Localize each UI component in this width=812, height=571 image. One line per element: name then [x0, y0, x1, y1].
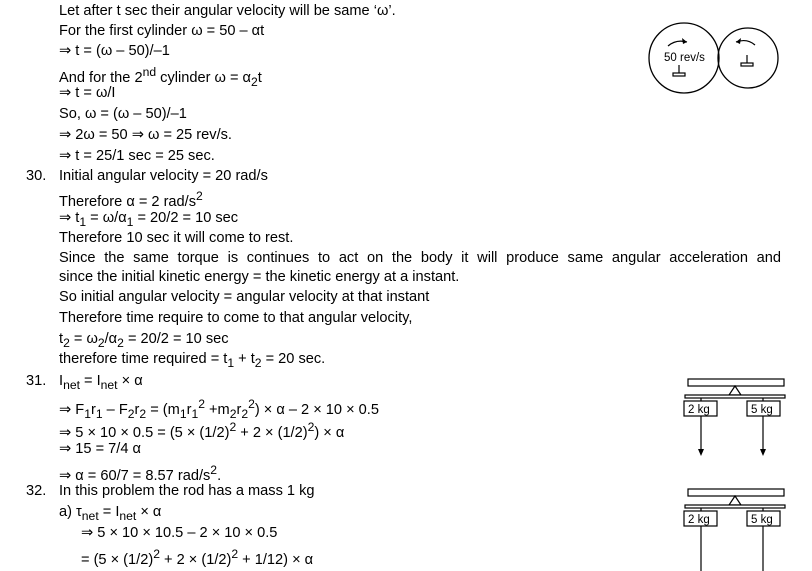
text-span: + 1/12) × α: [238, 551, 314, 568]
text-line: [59, 42, 170, 60]
text-line: [59, 418, 344, 442]
text-span: r: [236, 401, 242, 418]
subscript: 2: [229, 406, 237, 421]
text-line: [59, 2, 396, 20]
right-axle-stand-icon: [741, 55, 753, 66]
text-span: So, ω = (ω – 50)/–1: [59, 106, 187, 122]
text-span: ⇒ t = (ω – 50)/–1: [59, 43, 170, 59]
superscript: 2: [248, 397, 255, 411]
text-span: +m: [204, 401, 230, 418]
text-span: × α: [117, 373, 143, 389]
arrow-head-icon: [698, 449, 704, 456]
text-line: [59, 372, 143, 394]
text-line: [59, 84, 115, 102]
subscript: net: [81, 508, 99, 523]
text-span: + t: [234, 351, 255, 367]
text-span: + 2 × (1/2): [159, 551, 232, 568]
text-span: = ω: [69, 331, 98, 347]
text-span: = I: [79, 373, 101, 389]
text-line: [59, 309, 412, 327]
text-line: [59, 350, 325, 372]
text-span: Since the same torque is continues to act on the body it will produce same angular acceleration and: [59, 250, 781, 266]
subscript: 2: [241, 406, 249, 421]
text-span: × α: [136, 504, 162, 520]
right-mass-label: 5 kg: [751, 404, 773, 416]
text-line: [59, 105, 187, 123]
subscript: net: [63, 377, 80, 392]
text-span: For the first cylinder ω = 50 – αt: [59, 23, 265, 39]
cylinders-figure: [640, 20, 780, 96]
text-span: = (m: [146, 401, 180, 418]
text-span: So initial angular velocity = angular velocity at that instant: [59, 289, 430, 305]
subscript: 1: [227, 355, 235, 370]
text-line: [59, 126, 232, 144]
text-span: ⇒ 5 × 10 × 10.5 – 2 × 10 × 0.5: [81, 525, 278, 541]
subscript: 1: [84, 406, 91, 421]
text-line: [59, 288, 429, 306]
text-span: cylinder ω = α: [156, 69, 251, 86]
support-beam: [688, 379, 784, 386]
text-span: In this problem the rod has a mass 1 kg: [59, 483, 315, 499]
arrow-head-icon: [736, 38, 741, 44]
subscript: 2: [127, 406, 135, 421]
left-mass-label: 2 kg: [688, 404, 710, 416]
text-line: [59, 187, 203, 211]
text-span: ⇒ 5 × 10 × 0.5 = (5 × (1/2): [59, 424, 230, 441]
text-span: Therefore α = 2 rad/s: [59, 193, 197, 210]
text-span: ⇒ t = 25/1 sec = 25 sec.: [59, 148, 215, 164]
text-span: Therefore time require to come to that angular velocity,: [59, 310, 413, 326]
text-line: [81, 524, 277, 542]
text-span: ⇒ t: [59, 210, 80, 226]
text-span: ⇒ F: [59, 401, 85, 418]
text-span: since the initial kinetic energy = the kinetic energy at a instant.: [59, 269, 460, 285]
text-span: a) τ: [59, 504, 82, 520]
left-axle-stand-icon: [673, 65, 685, 76]
pivot-triangle-icon: [729, 386, 741, 395]
text-span: = 20/2 = 10 sec: [133, 210, 239, 226]
arrow-head-icon: [682, 38, 687, 44]
superscript: 2: [196, 189, 203, 203]
text-span: = ω/α: [86, 210, 127, 226]
text-span: I: [59, 373, 64, 389]
subscript: 2: [250, 74, 258, 89]
subscript: 1: [79, 214, 87, 229]
left-mass-label: 2 kg: [688, 514, 710, 526]
text-span: = 20/2 = 10 sec: [123, 331, 229, 347]
subscript: 2: [254, 355, 262, 370]
rod: [685, 505, 785, 508]
subscript: net: [119, 508, 137, 523]
text-span: /α: [104, 331, 118, 347]
subscript: 2: [63, 335, 70, 350]
text-line: [59, 330, 229, 352]
right-mass-label: 5 kg: [751, 514, 773, 526]
text-line: [59, 440, 141, 458]
text-span: = 20 sec.: [261, 351, 326, 367]
text-span: r: [186, 401, 192, 418]
text-span: r: [134, 401, 140, 418]
subscript: 1: [126, 214, 134, 229]
text-span: ⇒ α = 60/7 = 8.57 rad/s: [59, 467, 211, 484]
text-span: therefore time required = t: [59, 351, 228, 367]
text-span: = I: [98, 504, 120, 520]
problem-number: 32.: [26, 483, 47, 499]
text-span: = (5 × (1/2): [81, 551, 154, 568]
pivot-triangle-icon: [729, 496, 741, 505]
superscript: 2: [229, 420, 237, 434]
text-line: [59, 209, 238, 231]
subscript: 1: [191, 406, 199, 421]
text-span: ⇒ 2ω = 50 ⇒ ω = 25 rev/s.: [59, 127, 232, 143]
text-span: ) × α – 2 × 10 × 0.5: [254, 401, 379, 418]
subscript: 1: [179, 406, 187, 421]
text-span: + 2 × (1/2): [236, 424, 308, 441]
text-span: And for the 2: [59, 69, 143, 86]
text-span: Let after t sec their angular velocity will be same ‘ω’.: [59, 3, 396, 19]
arrow-head-icon: [760, 449, 766, 456]
superscript: 2: [210, 463, 218, 477]
text-span: Therefore 10 sec it will come to rest.: [59, 230, 294, 246]
text-span: – F: [102, 401, 128, 418]
text-span: r: [90, 401, 96, 418]
support-beam: [688, 489, 784, 496]
text-span: ⇒ 15 = 7/4 α: [59, 441, 141, 457]
problem-number: 30.: [26, 168, 47, 184]
text-line: [59, 268, 459, 286]
subscript: 2: [97, 335, 105, 350]
text-span: ) × α: [314, 424, 345, 441]
text-line: [59, 229, 293, 247]
pulley-figure-1: [683, 376, 787, 458]
text-line: [59, 503, 161, 525]
text-line: [59, 482, 315, 500]
text-line: [59, 167, 268, 185]
superscript: nd: [142, 65, 157, 79]
problem-number: 31.: [26, 373, 47, 389]
subscript: 1: [95, 406, 103, 421]
subscript: 2: [139, 406, 147, 421]
text-span: t: [59, 331, 64, 347]
pulley-figure-2: [683, 486, 787, 571]
superscript: 2: [153, 547, 160, 561]
text-line: [59, 147, 215, 165]
superscript: 2: [231, 547, 239, 561]
text-span: t: [257, 69, 262, 86]
rod: [685, 395, 785, 398]
text-line: [59, 22, 264, 40]
text-line: [81, 545, 313, 569]
cylinder-speed-label: 50 rev/s: [664, 52, 705, 64]
text-span: .: [217, 467, 222, 484]
superscript: 2: [198, 397, 205, 411]
text-line: [59, 249, 781, 267]
superscript: 2: [307, 420, 315, 434]
subscript: net: [100, 377, 118, 392]
right-cylinder: [718, 28, 778, 88]
text-span: Initial angular velocity = 20 rad/s: [59, 168, 268, 184]
text-span: ⇒ t = ω/I: [59, 85, 116, 101]
subscript: 2: [117, 335, 124, 350]
